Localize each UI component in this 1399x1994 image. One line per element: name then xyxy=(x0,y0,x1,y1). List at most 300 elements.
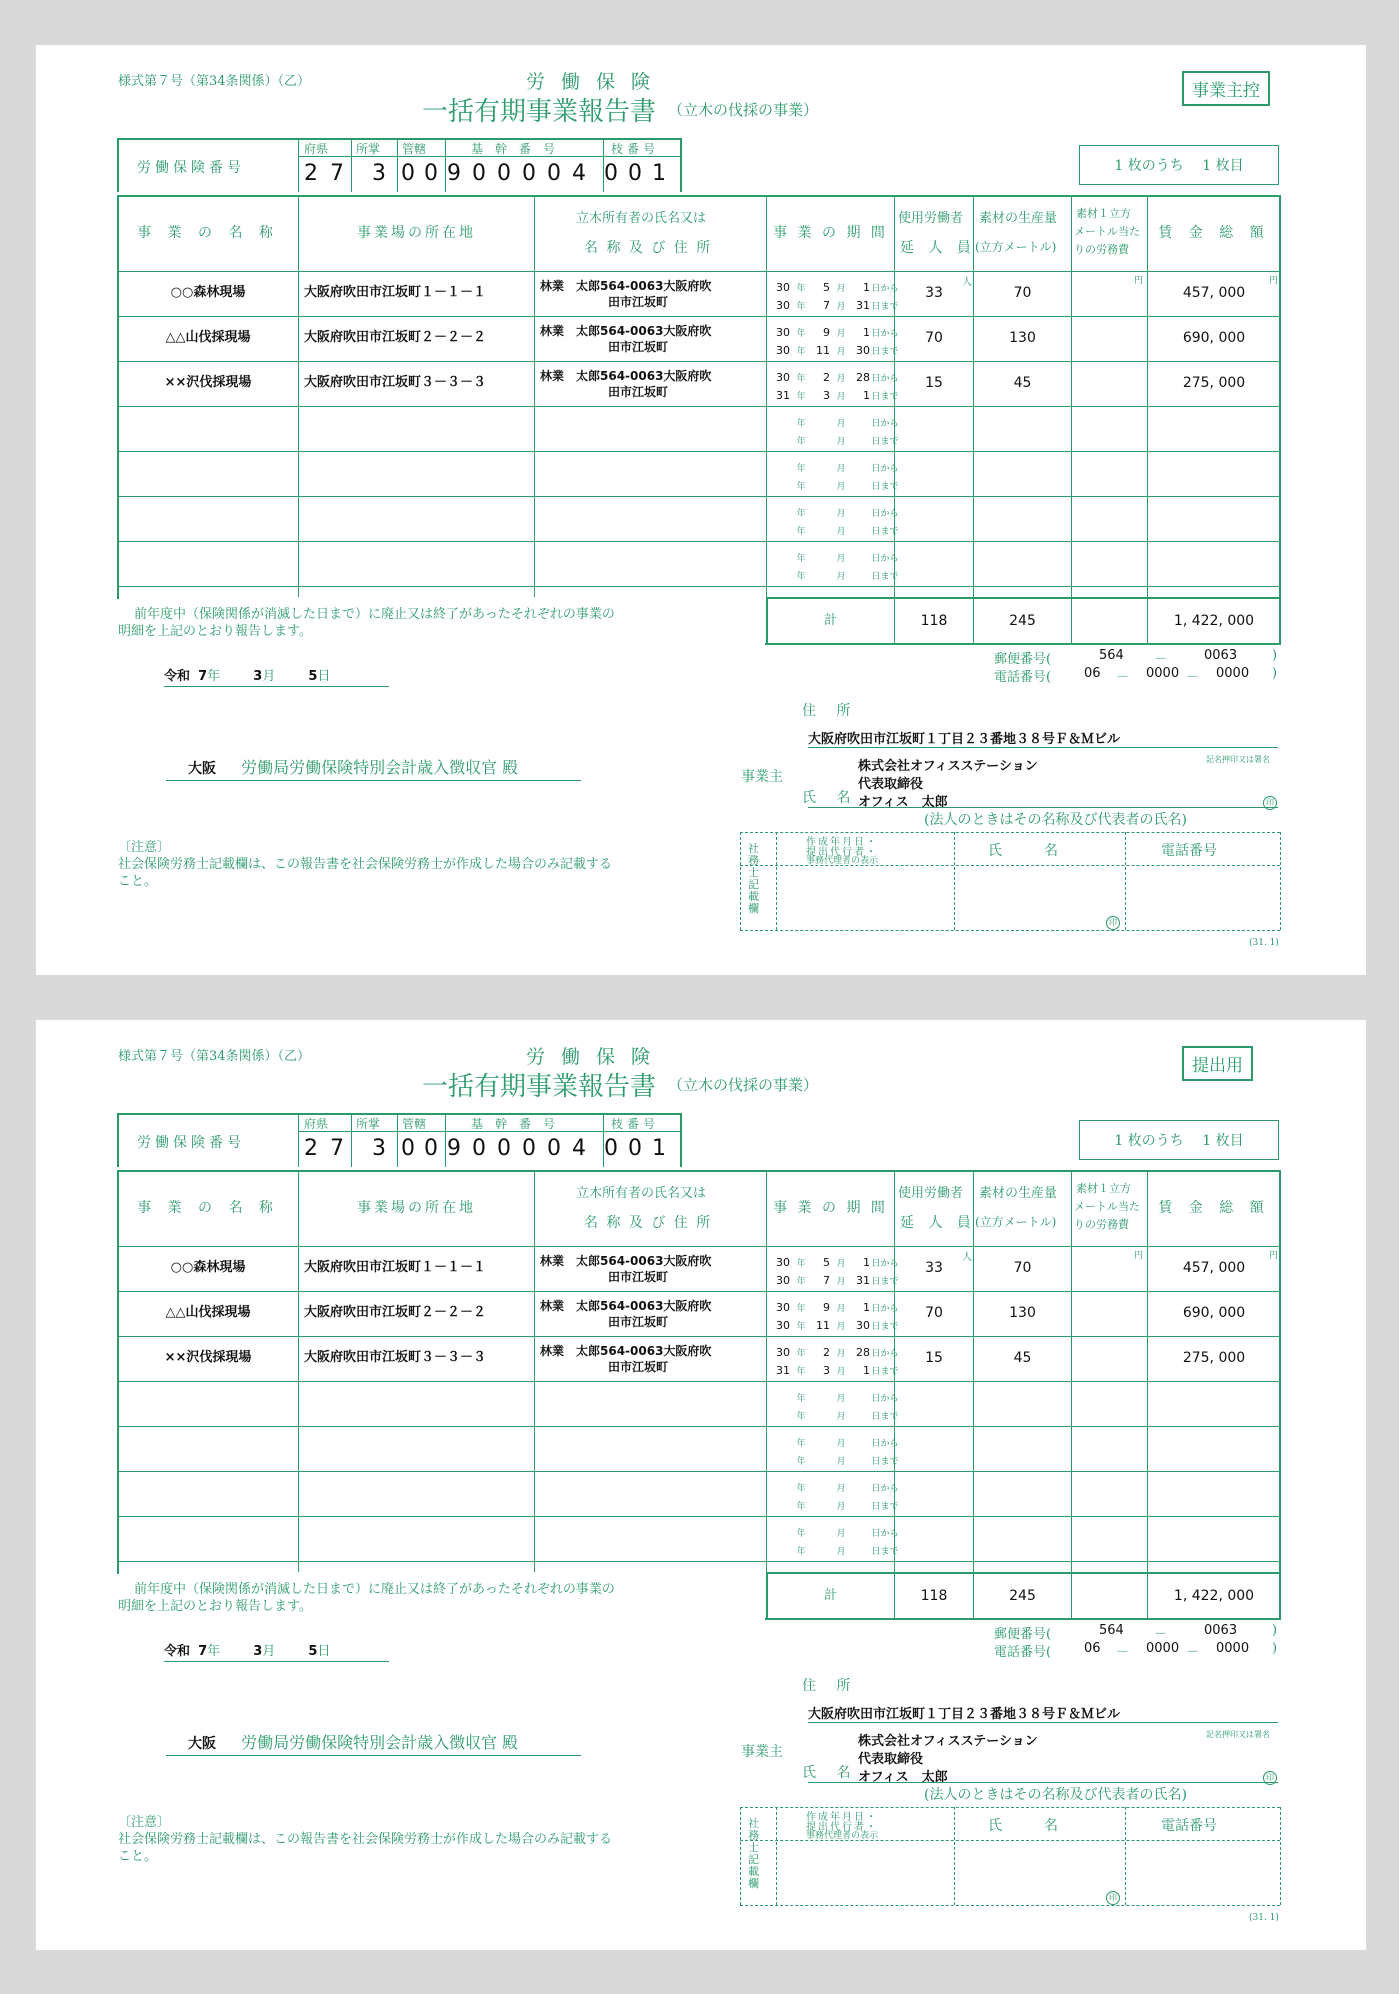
row-period-to xyxy=(772,339,900,358)
period-day-unit: 日まで xyxy=(871,1367,899,1377)
row-owner-line2: 田市江坂町 xyxy=(608,385,669,399)
row-period-from xyxy=(772,411,900,430)
period-month-unit: 月 xyxy=(836,1439,846,1449)
insurance-number-label: 労働保険番号 xyxy=(137,1135,245,1151)
insurance-digit: 2 xyxy=(304,1136,318,1161)
period-day-unit: 日まで xyxy=(871,347,899,357)
period-year: 30 xyxy=(776,299,790,312)
col-header-period: 事 業 の 期 間 xyxy=(773,1199,888,1216)
period-day: 30 xyxy=(856,344,870,357)
row-workers: 33 xyxy=(925,284,943,301)
col-header-volume-1: 素材の生産量 xyxy=(979,211,1058,226)
row-owner-line2: 田市江坂町 xyxy=(608,1270,669,1284)
row-location: 大阪府吹田市江坂町３－３－３ xyxy=(304,375,487,391)
sr-header-3: 事務代理者の表示 xyxy=(806,1831,879,1841)
row-owner-line2: 田市江坂町 xyxy=(608,340,669,354)
insurance-digit: 3 xyxy=(372,1136,386,1161)
insurance-digit: 0 xyxy=(497,161,511,186)
row-period-from xyxy=(772,456,900,475)
insurance-digit: 0 xyxy=(628,161,642,186)
note-heading: 〔注意〕 xyxy=(118,840,171,855)
period-day-unit: 日まで xyxy=(871,1457,899,1467)
period-month: 11 xyxy=(816,1319,830,1332)
period-year-unit: 年 xyxy=(796,1277,806,1287)
period-year-unit: 年 xyxy=(796,527,806,537)
period-day: 1 xyxy=(863,1256,870,1269)
row-workers: 15 xyxy=(925,1349,943,1366)
period-month-unit: 月 xyxy=(836,572,846,582)
period-day: 1 xyxy=(863,389,870,402)
company-name: 株式会社オフィスステーション xyxy=(858,759,1038,774)
row-period-to xyxy=(772,1449,900,1468)
period-month-unit: 月 xyxy=(836,1412,846,1422)
row-period-to xyxy=(772,1359,900,1378)
col-header-wage: 賃 金 総 額 xyxy=(1158,1199,1270,1216)
insurance-number-label: 労働保険番号 xyxy=(137,160,245,176)
page-title: 一括有期事業報告書 xyxy=(422,97,657,127)
hdr-office: 管轄 xyxy=(402,1117,427,1131)
row-workers: 15 xyxy=(925,374,943,391)
period-day-unit: 日から xyxy=(871,1304,899,1314)
period-month-unit: 月 xyxy=(836,419,846,429)
row-wage: 275, 000 xyxy=(1182,374,1246,391)
period-month-unit: 月 xyxy=(836,1502,846,1512)
phone-1: 06 xyxy=(1084,1641,1101,1656)
period-month-unit: 月 xyxy=(836,1484,846,1494)
hdr-prefecture: 府県 xyxy=(304,1117,329,1131)
total-label: 計 xyxy=(823,613,837,629)
period-month-unit: 月 xyxy=(836,347,846,357)
col-header-owner-1: 立木所有者の氏名又は xyxy=(576,211,707,226)
period-month-unit: 月 xyxy=(836,1304,846,1314)
period-day-unit: 日まで xyxy=(871,1277,899,1287)
period-year-unit: 年 xyxy=(796,374,806,384)
col-header-volume-1: 素材の生産量 xyxy=(979,1186,1058,1201)
insurance-digit: 3 xyxy=(372,161,386,186)
insurance-digit: 0 xyxy=(604,1136,618,1161)
date-year: 7 xyxy=(198,669,208,684)
insurance-digit: 0 xyxy=(424,161,438,186)
period-day-unit: 日から xyxy=(871,554,899,564)
sr-header-1: 作成年月日・ xyxy=(806,837,878,848)
period-year-unit: 年 xyxy=(796,1259,806,1269)
period-year-unit: 年 xyxy=(796,302,806,312)
insurance-digit: 2 xyxy=(304,161,318,186)
row-period-from xyxy=(772,1386,900,1405)
period-year: 30 xyxy=(776,1346,790,1359)
col-header-workers-1: 使用労働者 xyxy=(898,211,964,226)
row-wage: 275, 000 xyxy=(1182,1349,1246,1366)
period-month: 2 xyxy=(823,1346,830,1359)
phone-label: 電話番号( xyxy=(994,1645,1052,1660)
period-day-unit: 日から xyxy=(871,284,899,294)
hdr-jurisdiction: 所掌 xyxy=(356,142,381,156)
col-header-wage: 賃 金 総 額 xyxy=(1158,224,1270,241)
row-volume: 130 xyxy=(1009,1304,1036,1321)
row-period-to xyxy=(772,474,900,493)
postal-label: 郵便番号( xyxy=(994,1627,1052,1642)
insurance-digit: 0 xyxy=(472,1136,486,1161)
postal-code-2: 0063 xyxy=(1204,1623,1238,1638)
period-month-unit: 月 xyxy=(836,554,846,564)
row-cost xyxy=(1073,1336,1146,1381)
date-month-unit: 月 xyxy=(262,1644,276,1659)
report-sheet-employer-copy: 様式第７号（第34条関係）（乙） 労働保険 一括有期事業報告書 （立木の伐採の事業） 事業主控 労働保険番号 府県 所掌 管轄 基幹番号 枝番号 2 7 3 0 0 9 0 0 0 0 4 0 0 1 1 枚のうち 1 枚目 事 業 の 名 称 事業場の所在地 立木所有者の氏名又は 名 称 及 び 住 所 事 業 の 期 間 使用労働者 延 人 員 素材の生産量 (立方メートル) 素材１立方 メートル当た りの労務費 賃 金 総 額 ○○森林現場 大阪府吹田市江坂町１－１－１ 林業 太郎564-0063大阪府吹 田市江坂町 30 年 5 月 1日から 30 年 7 月 31日まで 人 33 70 円 457, 000 円 △△山伐採現場 大阪府吹田市江坂町２－２－２ 林業 太郎564-0063大阪府吹 田市江坂町 30 年 9 月 1日から 30 年 11 月 30日まで 70 130 690, 000 ××沢伐採現場 大阪府吹田市江坂町３－３－３ 林業 太郎564-0063大阪府吹 田市江坂町 30 年 2 月 28日から 31 年 3 月 1日まで 15 45 275, 000 年 月 日から 年 月 日まで 年 月 日から 年 月 日まで 年 月 日から 年 月 日まで 年 月 日から 年 月 日まで 計 118 245 1, 422, 000 前年度中（保険関係が消滅した日まで）に廃止又は終了があったそれぞれの事業の 明細を上記のとおり報告します。 令和 7年 3月 5日 大阪 労働局労働保険特別会計歳入徴収官 殿 郵便番号( 564 － 0063 ) 電話番号( 06 － 0000 － 0000 ) 住 所 大阪府吹田市江坂町１丁目２３番地３８号Ｆ＆Ｍビル 事業主 記名押印又は署名 株式会社オフィスステーション 代表取締役 氏 名 オフィス 太郎 印 (法人のときはその名称及び代表者の氏名) 〔注意〕 社会保険労務士記載欄は、この報告書を社会保険労務士が作成した場合のみ記載する こと。 社務士記載欄 作成年月日・ 提出代行者・ 事務代理者の表示 氏 名 電話番号 印 (31. 1) xyxy=(36,45,1366,975)
row-cost xyxy=(1073,1291,1146,1336)
addressee-title: 労働局労働保険特別会計歳入徴収官 殿 xyxy=(241,758,519,777)
col-header-location: 事業場の所在地 xyxy=(357,224,476,241)
row-period-from xyxy=(772,1431,900,1450)
sr-label: 社務士記載欄 xyxy=(748,842,759,915)
period-year-unit: 年 xyxy=(796,1349,806,1359)
col-header-volume-2: (立方メートル) xyxy=(975,1215,1057,1229)
row-business-name: ○○森林現場 xyxy=(170,285,246,301)
row-cost xyxy=(1073,316,1146,361)
col-header-owner-1: 立木所有者の氏名又は xyxy=(576,1186,707,1201)
total-wage: 1, 422, 000 xyxy=(1173,612,1255,629)
period-year-unit: 年 xyxy=(796,437,806,447)
period-year: 30 xyxy=(776,326,790,339)
row-wage: 457, 000 xyxy=(1182,1259,1246,1276)
col-header-cost-1: 素材１立方 xyxy=(1076,1182,1131,1195)
date-month: 3 xyxy=(253,669,263,684)
addressee-title: 労働局労働保険特別会計歳入徴収官 殿 xyxy=(241,1733,519,1752)
period-day-unit: 日から xyxy=(871,1259,899,1269)
row-unit-yen-wage: 円 xyxy=(1269,1251,1279,1261)
sr-seal-mark: 印 xyxy=(1106,1885,1120,1905)
statement-line2: 明細を上記のとおり報告します。 xyxy=(118,624,312,639)
row-business-name: ○○森林現場 xyxy=(170,1260,246,1276)
period-year-unit: 年 xyxy=(796,347,806,357)
total-volume: 245 xyxy=(1009,1587,1036,1604)
date-year: 7 xyxy=(198,1644,208,1659)
row-period-to xyxy=(772,1314,900,1333)
period-year: 30 xyxy=(776,1256,790,1269)
page-count: 1 枚のうち 1 枚目 xyxy=(1079,1120,1279,1160)
insurance-digit: 4 xyxy=(572,161,586,186)
row-location: 大阪府吹田市江坂町１－１－１ xyxy=(304,285,487,301)
period-month-unit: 月 xyxy=(836,302,846,312)
period-month-unit: 月 xyxy=(836,392,846,402)
date-day: 5 xyxy=(308,1644,318,1659)
period-month: 7 xyxy=(823,1274,830,1287)
row-period-to xyxy=(772,1494,900,1513)
period-day-unit: 日から xyxy=(871,1349,899,1359)
date-month: 3 xyxy=(253,1644,263,1659)
period-year-unit: 年 xyxy=(796,419,806,429)
col-header-cost-2: メートル当た xyxy=(1074,225,1140,238)
row-period-from xyxy=(772,1341,900,1360)
sr-header-2: 提出代行者・ xyxy=(806,1822,878,1833)
period-day-unit: 日まで xyxy=(871,482,899,492)
name-label: 氏 名 xyxy=(802,1765,859,1781)
period-year: 30 xyxy=(776,344,790,357)
row-period-to xyxy=(772,294,900,313)
row-workers: 70 xyxy=(925,1304,943,1321)
page-count: 1 枚のうち 1 枚目 xyxy=(1079,145,1279,185)
insurance-digit: 0 xyxy=(401,1136,415,1161)
period-month-unit: 月 xyxy=(836,284,846,294)
period-day-unit: 日まで xyxy=(871,437,899,447)
col-header-owner-2: 名 称 及 び 住 所 xyxy=(584,240,713,256)
period-month-unit: 月 xyxy=(836,1322,846,1332)
period-month: 9 xyxy=(823,1301,830,1314)
period-day-unit: 日から xyxy=(871,374,899,384)
insurance-digit: 0 xyxy=(522,1136,536,1161)
seal-mark: 印 xyxy=(1263,1765,1277,1785)
copy-type-label: 事業主控 xyxy=(1182,71,1270,106)
insurance-digit: 0 xyxy=(472,161,486,186)
period-month: 7 xyxy=(823,299,830,312)
addressee-prefecture: 大阪 xyxy=(188,761,216,777)
period-month: 3 xyxy=(823,389,830,402)
row-unit-yen-cost: 円 xyxy=(1134,1251,1144,1261)
period-month-unit: 月 xyxy=(836,1547,846,1557)
statement-line2: 明細を上記のとおり報告します。 xyxy=(118,1599,312,1614)
period-year: 30 xyxy=(776,371,790,384)
period-year-unit: 年 xyxy=(796,464,806,474)
insurance-digit: 1 xyxy=(652,1136,666,1161)
period-day: 28 xyxy=(856,371,870,384)
col-header-location: 事業場の所在地 xyxy=(357,1199,476,1216)
company-name: 株式会社オフィスステーション xyxy=(858,1734,1038,1749)
postal-code-1: 564 xyxy=(1099,648,1124,663)
period-year-unit: 年 xyxy=(796,329,806,339)
period-year: 31 xyxy=(776,1364,790,1377)
employer-label: 事業主 xyxy=(741,769,783,785)
row-unit-person: 人 xyxy=(962,277,972,288)
period-year-unit: 年 xyxy=(796,572,806,582)
row-unit-yen-cost: 円 xyxy=(1134,276,1144,286)
period-year-unit: 年 xyxy=(796,1412,806,1422)
insurance-digit: 0 xyxy=(497,1136,511,1161)
row-period-to xyxy=(772,519,900,538)
phone-3: 0000 xyxy=(1216,1641,1250,1656)
row-owner-line1: 林業 太郎564-0063大阪府吹 xyxy=(540,1254,712,1268)
row-volume: 70 xyxy=(1013,284,1032,301)
row-period-to xyxy=(772,1404,900,1423)
row-owner-line1: 林業 太郎564-0063大阪府吹 xyxy=(540,1344,712,1358)
period-day: 1 xyxy=(863,281,870,294)
total-volume: 245 xyxy=(1009,612,1036,629)
period-day-unit: 日から xyxy=(871,1394,899,1404)
period-day: 1 xyxy=(863,1364,870,1377)
period-day-unit: 日から xyxy=(871,1484,899,1494)
period-day: 28 xyxy=(856,1346,870,1359)
row-business-name: △△山伐採現場 xyxy=(165,330,251,346)
period-month-unit: 月 xyxy=(836,1529,846,1539)
phone-label: 電話番号( xyxy=(994,670,1052,685)
employer-address: 大阪府吹田市江坂町１丁目２３番地３８号Ｆ＆Ｍビル xyxy=(808,1703,1278,1723)
period-month: 3 xyxy=(823,1364,830,1377)
period-year-unit: 年 xyxy=(796,1547,806,1557)
note-body-line1: 社会保険労務士記載欄は、この報告書を社会保険労務士が作成した場合のみ記載する xyxy=(118,857,613,872)
row-period-from xyxy=(772,1521,900,1540)
sign-note: 記名押印又は署名 xyxy=(1206,1730,1270,1739)
insurance-digit: 0 xyxy=(547,1136,561,1161)
row-wage: 690, 000 xyxy=(1182,1304,1246,1321)
report-date: 令和 7年 3月 5日 xyxy=(164,665,389,687)
period-month-unit: 月 xyxy=(836,1394,846,1404)
period-year-unit: 年 xyxy=(796,1394,806,1404)
hdr-base-number: 基幹番号 xyxy=(471,142,568,156)
row-period-from xyxy=(772,321,900,340)
period-day: 31 xyxy=(856,1274,870,1287)
period-year-unit: 年 xyxy=(796,1439,806,1449)
period-year-unit: 年 xyxy=(796,392,806,402)
corporation-note: (法人のときはその名称及び代表者の氏名) xyxy=(924,812,1187,828)
period-month-unit: 月 xyxy=(836,1457,846,1467)
total-label: 計 xyxy=(823,1588,837,1604)
form-number: 様式第７号（第34条関係）（乙） xyxy=(118,74,311,89)
row-volume: 70 xyxy=(1013,1259,1032,1276)
insurance-digit: 0 xyxy=(522,161,536,186)
insurance-digit: 4 xyxy=(572,1136,586,1161)
insurance-digit: 1 xyxy=(652,161,666,186)
period-month-unit: 月 xyxy=(836,527,846,537)
row-owner-line1: 林業 太郎564-0063大阪府吹 xyxy=(540,1299,712,1313)
row-period-from xyxy=(772,1251,900,1270)
phone-3: 0000 xyxy=(1216,666,1250,681)
row-period-to xyxy=(772,564,900,583)
row-period-to xyxy=(772,1539,900,1558)
report-date: 令和 7年 3月 5日 xyxy=(164,1640,389,1662)
sr-phone-header: 電話番号 xyxy=(1161,843,1217,859)
col-header-workers-2: 延 人 員 xyxy=(900,240,976,256)
period-year: 30 xyxy=(776,281,790,294)
col-header-owner-2: 名 称 及 び 住 所 xyxy=(584,1215,713,1231)
period-year: 31 xyxy=(776,389,790,402)
insurance-digit: 9 xyxy=(447,161,461,186)
row-period-from xyxy=(772,1476,900,1495)
period-day-unit: 日まで xyxy=(871,527,899,537)
phone-2: 0000 xyxy=(1146,1641,1180,1656)
report-sheet-submission-copy: 様式第７号（第34条関係）（乙） 労働保険 一括有期事業報告書 （立木の伐採の事業） 提出用 労働保険番号 府県 所掌 管轄 基幹番号 枝番号 2 7 3 0 0 9 0 0 0 0 4 0 0 1 1 枚のうち 1 枚目 事 業 の 名 称 事業場の所在地 立木所有者の氏名又は 名 称 及 び 住 所 事 業 の 期 間 使用労働者 延 人 員 素材の生産量 (立方メートル) 素材１立方 メートル当た りの労務費 賃 金 総 額 ○○森林現場 大阪府吹田市江坂町１－１－１ 林業 太郎564-0063大阪府吹 田市江坂町 30 年 5 月 1日から 30 年 7 月 31日まで 人 33 70 円 457, 000 円 △△山伐採現場 大阪府吹田市江坂町２－２－２ 林業 太郎564-0063大阪府吹 田市江坂町 30 年 9 月 1日から 30 年 11 月 30日まで 70 130 690, 000 ××沢伐採現場 大阪府吹田市江坂町３－３－３ 林業 太郎564-0063大阪府吹 田市江坂町 30 年 2 月 28日から 31 年 3 月 1日まで 15 45 275, 000 年 月 日から 年 月 日まで 年 月 日から 年 月 日まで 年 月 日から 年 月 日まで 年 月 日から 年 月 日まで 計 118 245 1, 422, 000 前年度中（保険関係が消滅した日まで）に廃止又は終了があったそれぞれの事業の 明細を上記のとおり報告します。 令和 7年 3月 5日 大阪 労働局労働保険特別会計歳入徴収官 殿 郵便番号( 564 － 0063 ) 電話番号( 06 － 0000 － 0000 ) 住 所 大阪府吹田市江坂町１丁目２３番地３８号Ｆ＆Ｍビル 事業主 記名押印又は署名 株式会社オフィスステーション 代表取締役 氏 名 オフィス 太郎 印 (法人のときはその名称及び代表者の氏名) 〔注意〕 社会保険労務士記載欄は、この報告書を社会保険労務士が作成した場合のみ記載する こと。 社務士記載欄 作成年月日・ 提出代行者・ 事務代理者の表示 氏 名 電話番号 印 (31. 1) xyxy=(36,1020,1366,1950)
period-month: 9 xyxy=(823,326,830,339)
sr-name-header: 氏 名 xyxy=(988,843,1058,859)
period-month: 2 xyxy=(823,371,830,384)
phone-1: 06 xyxy=(1084,666,1101,681)
period-month-unit: 月 xyxy=(836,329,846,339)
row-location: 大阪府吹田市江坂町２－２－２ xyxy=(304,1305,487,1321)
total-workers: 118 xyxy=(920,1587,948,1604)
page-title: 一括有期事業報告書 xyxy=(422,1072,657,1102)
row-cost xyxy=(1073,361,1146,406)
address-label: 住 所 xyxy=(802,1678,859,1694)
period-year-unit: 年 xyxy=(796,1484,806,1494)
period-day-unit: 日から xyxy=(871,1529,899,1539)
row-workers: 33 xyxy=(925,1259,943,1276)
row-workers: 70 xyxy=(925,329,943,346)
representative-name: オフィス 太郎 xyxy=(858,795,948,810)
employer-label: 事業主 xyxy=(741,1744,783,1760)
col-header-workers-2: 延 人 員 xyxy=(900,1215,976,1231)
sign-note: 記名押印又は署名 xyxy=(1206,755,1270,764)
note-body-line2: こと。 xyxy=(118,1849,158,1864)
insurance-digit: 0 xyxy=(547,161,561,186)
title-subtitle: （立木の伐採の事業） xyxy=(668,101,819,119)
sr-seal-mark: 印 xyxy=(1106,910,1120,930)
total-workers: 118 xyxy=(920,612,948,629)
insurance-digit: 9 xyxy=(447,1136,461,1161)
postal-code-2: 0063 xyxy=(1204,648,1238,663)
row-volume: 45 xyxy=(1013,1349,1032,1366)
hdr-branch-number: 枝番号 xyxy=(611,1117,660,1131)
insurance-digit: 0 xyxy=(401,161,415,186)
period-year-unit: 年 xyxy=(796,509,806,519)
period-day-unit: 日まで xyxy=(871,392,899,402)
col-header-cost-3: りの労務費 xyxy=(1074,1218,1129,1231)
period-day-unit: 日まで xyxy=(871,1502,899,1512)
col-header-name: 事 業 の 名 称 xyxy=(137,224,279,241)
period-month-unit: 月 xyxy=(836,1349,846,1359)
address-label: 住 所 xyxy=(802,703,859,719)
period-month-unit: 月 xyxy=(836,374,846,384)
period-month-unit: 月 xyxy=(836,1367,846,1377)
col-header-cost-3: りの労務費 xyxy=(1074,243,1129,256)
period-month-unit: 月 xyxy=(836,1277,846,1287)
row-business-name: △△山伐採現場 xyxy=(165,1305,251,1321)
addressee xyxy=(166,755,581,781)
copy-type-label: 提出用 xyxy=(1182,1046,1253,1081)
seal-mark: 印 xyxy=(1263,790,1277,810)
row-unit-person: 人 xyxy=(962,1252,972,1263)
period-year-unit: 年 xyxy=(796,482,806,492)
hdr-office: 管轄 xyxy=(402,142,427,156)
row-volume: 45 xyxy=(1013,374,1032,391)
row-wage: 690, 000 xyxy=(1182,329,1246,346)
period-year-unit: 年 xyxy=(796,1529,806,1539)
hdr-jurisdiction: 所掌 xyxy=(356,1117,381,1131)
sr-name-header: 氏 名 xyxy=(988,1818,1058,1834)
row-wage: 457, 000 xyxy=(1182,284,1246,301)
note-body-line1: 社会保険労務士記載欄は、この報告書を社会保険労務士が作成した場合のみ記載する xyxy=(118,1832,613,1847)
period-month: 5 xyxy=(823,1256,830,1269)
employer-address: 大阪府吹田市江坂町１丁目２３番地３８号Ｆ＆Ｍビル xyxy=(808,728,1278,748)
period-day: 30 xyxy=(856,1319,870,1332)
sr-header-3: 事務代理者の表示 xyxy=(806,856,879,866)
period-day-unit: 日から xyxy=(871,1439,899,1449)
insurance-digit: 7 xyxy=(330,161,344,186)
row-location: 大阪府吹田市江坂町１－１－１ xyxy=(304,1260,487,1276)
col-header-period: 事 業 の 期 間 xyxy=(773,224,888,241)
note-heading: 〔注意〕 xyxy=(118,1815,171,1830)
period-month-unit: 月 xyxy=(836,1259,846,1269)
period-year-unit: 年 xyxy=(796,1304,806,1314)
row-owner-line1: 林業 太郎564-0063大阪府吹 xyxy=(540,324,712,338)
hdr-branch-number: 枝番号 xyxy=(611,142,660,156)
representative-title: 代表取締役 xyxy=(858,777,924,792)
row-period-from xyxy=(772,546,900,565)
representative-name: オフィス 太郎 xyxy=(858,1770,948,1785)
date-day: 5 xyxy=(308,669,318,684)
form-version: (31. 1) xyxy=(1249,1913,1279,1923)
row-owner-line2: 田市江坂町 xyxy=(608,1360,669,1374)
row-owner-line2: 田市江坂町 xyxy=(608,295,669,309)
row-period-from xyxy=(772,276,900,295)
phone-2: 0000 xyxy=(1146,666,1180,681)
period-year-unit: 年 xyxy=(796,1457,806,1467)
addressee-prefecture: 大阪 xyxy=(188,1736,216,1752)
insurance-digit: 0 xyxy=(604,161,618,186)
insurance-digit: 7 xyxy=(330,1136,344,1161)
period-month-unit: 月 xyxy=(836,437,846,447)
period-month-unit: 月 xyxy=(836,482,846,492)
total-wage: 1, 422, 000 xyxy=(1173,1587,1255,1604)
date-year-unit: 年 xyxy=(207,669,221,684)
row-owner-line1: 林業 太郎564-0063大阪府吹 xyxy=(540,279,712,293)
date-era: 令和 xyxy=(164,669,191,684)
